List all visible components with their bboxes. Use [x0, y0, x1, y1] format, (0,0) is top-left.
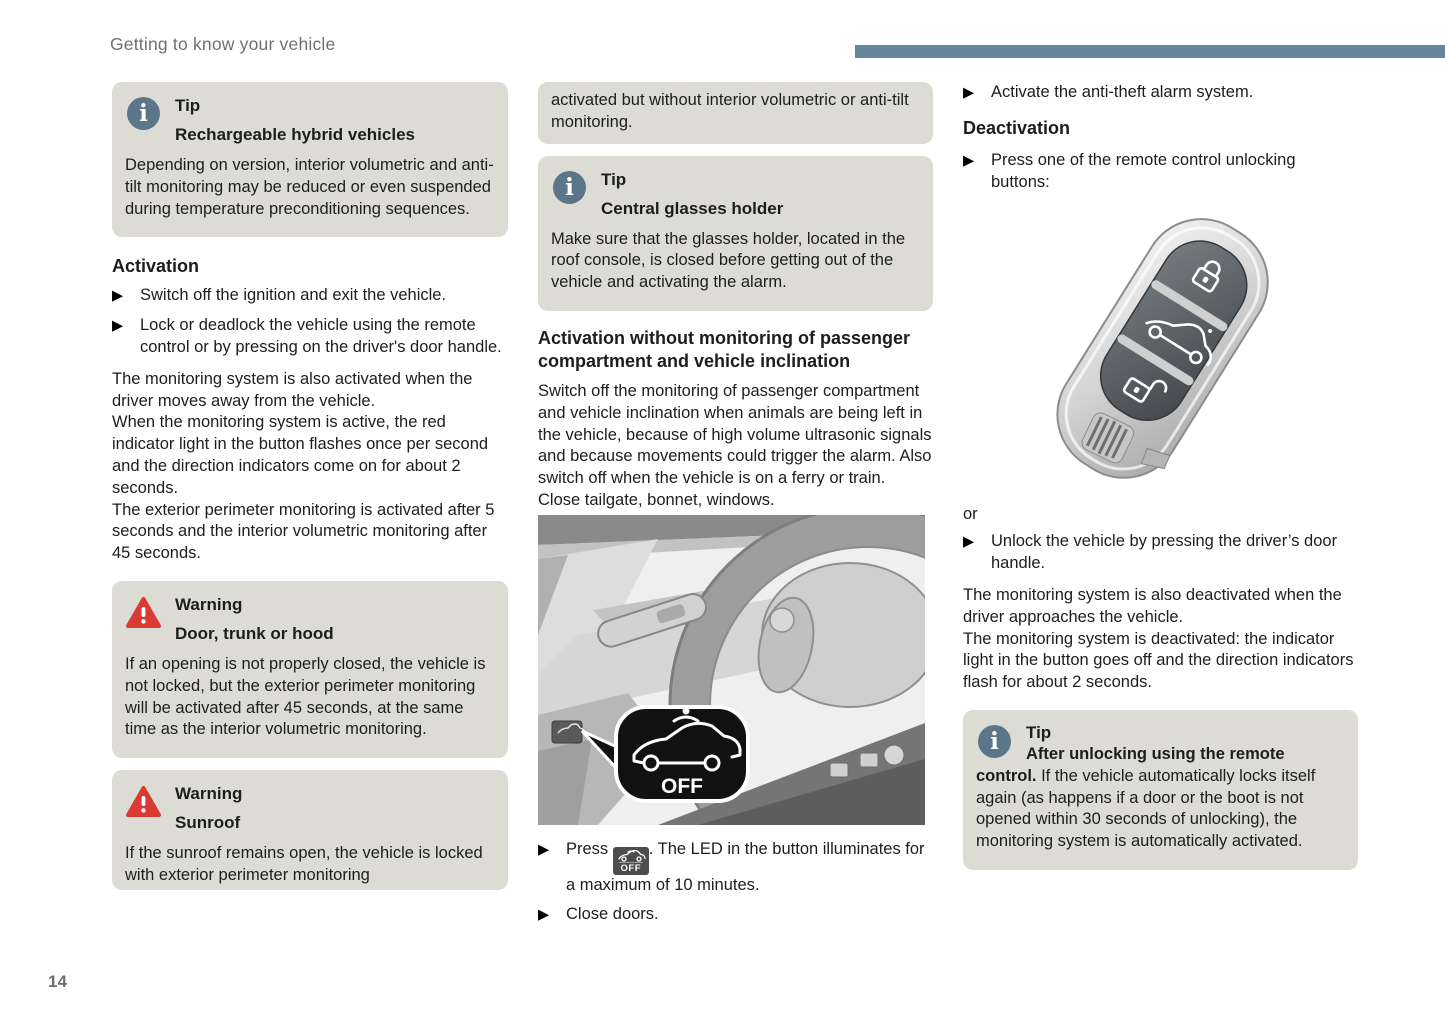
- continuation-text: activated but without interior volumetric or anti-tilt monitoring.: [551, 91, 909, 131]
- bullet-arrow-icon: ▶: [112, 288, 124, 305]
- tip-box-continuation: [538, 82, 933, 144]
- bullet-text: [566, 839, 933, 897]
- off-button-label: OFF: [620, 862, 642, 874]
- header-accent-bar: [855, 45, 1445, 58]
- info-icon: i: [978, 725, 1011, 758]
- section-heading: Activation without monitoring of passenger compartment and vehicle inclination: [538, 327, 911, 371]
- warning-box-sunroof: [112, 770, 508, 890]
- or-text: or: [963, 505, 978, 524]
- info-icon: i: [127, 97, 160, 130]
- deactivation-heading: Deactivation: [963, 117, 1071, 138]
- list-item: [963, 150, 1358, 194]
- right-column: [963, 82, 1358, 870]
- list-item: [963, 531, 1358, 575]
- press-text: Press: [566, 839, 609, 858]
- list-item: [538, 839, 933, 897]
- alarm-off-button-icon: [613, 847, 649, 875]
- paragraph: The monitoring system is also deactivated when the driver approaches the vehicle.: [963, 585, 1342, 626]
- tip-box-rechargeable-hybrid: [112, 82, 508, 237]
- activation-heading: Activation: [112, 256, 200, 277]
- bullet-text: Switch off the ignition and exit the vehicle.: [140, 286, 447, 305]
- warning-body: If the sunroof remains open, the vehicle is locked with exterior perimeter monitoring: [125, 844, 483, 884]
- warning-triangle-icon: [125, 596, 162, 634]
- press-text-after: . The LED in the button illuminates for a maximum of 10 minutes.: [566, 839, 925, 894]
- paragraph: The exterior perimeter monitoring is activated after 5 seconds and the interior volumetric monitoring after 45 seconds.: [112, 500, 495, 563]
- bullet-arrow-icon: ▶: [963, 152, 975, 169]
- warning-label: Warning: [175, 594, 243, 614]
- list-item: [963, 82, 1358, 105]
- left-column: [112, 82, 508, 890]
- tip-body-text: If the vehicle automatically locks itself again (as happens if a door or the boot is not opened within 30 seconds of unlocking), the monitoring system is automatically activated.: [976, 766, 1316, 851]
- bullet-arrow-icon: ▶: [963, 534, 975, 551]
- warning-label: Warning: [175, 784, 243, 804]
- list-item: [112, 315, 508, 359]
- remote-control-key-illustration: [963, 205, 1358, 497]
- bullet-arrow-icon: ▶: [538, 841, 550, 858]
- bullet-arrow-icon: ▶: [112, 318, 124, 335]
- warning-title: Sunroof: [175, 813, 241, 833]
- bullet-text: Lock or deadlock the vehicle using the remote control or by pressing on the driver's door handle.: [140, 316, 502, 356]
- bullet-text: Press one of the remote control unlocking buttons:: [991, 150, 1296, 191]
- tip-label: Tip: [175, 96, 201, 115]
- paragraph: When the monitoring system is active, the red indicator light in the button flashes once per second and the direction indicators come on for about 2 seconds.: [112, 413, 489, 497]
- warning-title: Door, trunk or hood: [175, 623, 334, 643]
- tip-body: Make sure that the glasses holder, located in the roof console, is closed before getting out of the vehicle and activating the alarm.: [551, 229, 906, 292]
- tip-label: Tip: [1026, 722, 1052, 742]
- callout-off-label: OFF: [661, 774, 703, 798]
- list-item: [538, 904, 933, 927]
- tip-box-after-unlocking: [963, 710, 1358, 870]
- middle-column: [538, 82, 933, 926]
- bullet-text: Activate the anti-theft alarm system.: [991, 83, 1254, 101]
- tip-bold-lead: After unlocking using the remote control.: [976, 744, 1285, 785]
- dashboard-illustration: [538, 515, 925, 825]
- paragraph: The monitoring system is also activated when the driver moves away from the vehicle.: [112, 369, 473, 410]
- tip-body: Depending on version, interior volumetric and anti-tilt monitoring may be reduced or even suspended during temperature preconditioning sequences.: [125, 156, 494, 218]
- bullet-text: Close doors.: [566, 904, 659, 923]
- tip-title: Central glasses holder: [601, 198, 784, 218]
- bullet-arrow-icon: ▶: [538, 906, 550, 923]
- warning-body: If an opening is not properly closed, the vehicle is not locked, but the exterior perimeter monitoring will be activated after 45 seconds, at the same time as the interior volumetric monitoring.: [125, 654, 486, 739]
- tip-label: Tip: [601, 169, 627, 189]
- bullet-arrow-icon: ▶: [963, 85, 975, 101]
- paragraph: Switch off the monitoring of passenger compartment and vehicle inclination when animals are being left in the vehicle, because of high volume ultrasonic signals and because movements could trigger the alarm. Also switch off when the vehicle is on a ferry or train.: [538, 381, 932, 488]
- tip-box-central-glasses-holder: [538, 156, 933, 311]
- warning-triangle-icon: [125, 785, 162, 823]
- page-number: 14: [48, 972, 67, 991]
- info-icon: i: [553, 171, 586, 204]
- bullet-text: Unlock the vehicle by pressing the driver’s door handle.: [991, 532, 1338, 573]
- warning-box-door-trunk-hood: [112, 581, 508, 758]
- page-header-title: Getting to know your vehicle: [110, 34, 336, 54]
- list-item: [112, 285, 508, 308]
- tip-title: Rechargeable hybrid vehicles: [175, 125, 415, 144]
- paragraph: The monitoring system is deactivated: the indicator light in the button goes off and the direction indicators flash for about 2 seconds.: [963, 629, 1354, 692]
- tip-body: [976, 744, 1345, 853]
- paragraph: Close tailgate, bonnet, windows.: [538, 490, 775, 509]
